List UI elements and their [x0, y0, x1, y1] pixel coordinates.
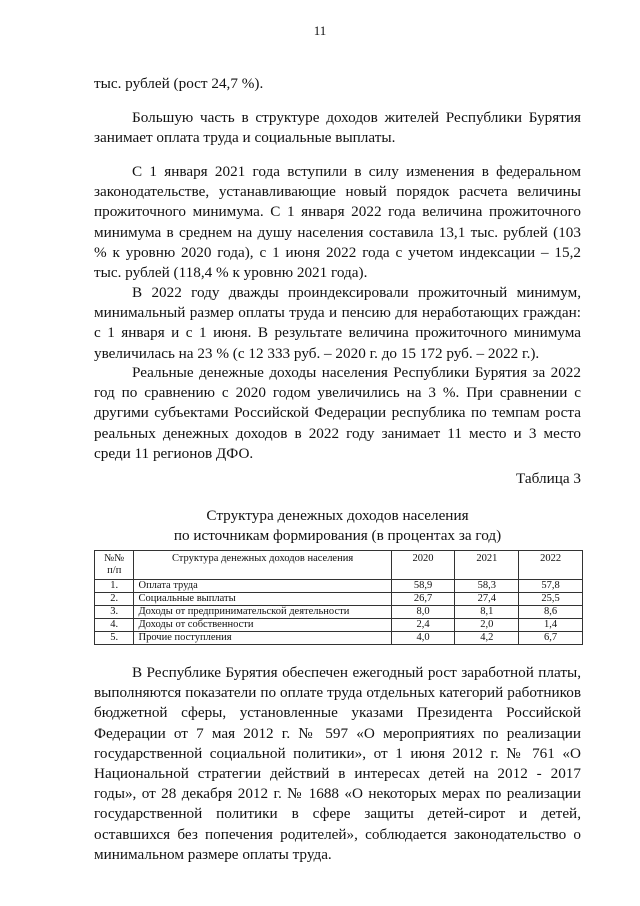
table-row — [95, 619, 583, 632]
income-structure-table — [94, 550, 583, 645]
header-number: №№ п/п — [95, 551, 134, 580]
cell-2020: 8,0 — [391, 606, 455, 619]
cell-2022: 8,6 — [519, 606, 583, 619]
row-number: 3. — [95, 606, 134, 619]
cell-2021: 2,0 — [455, 619, 519, 632]
table-row — [95, 632, 583, 645]
table-caption: Таблица 3 — [516, 470, 581, 487]
header-2022: 2022 — [519, 551, 583, 580]
table-row — [95, 593, 583, 606]
cell-2021: 8,1 — [455, 606, 519, 619]
cell-2020: 58,9 — [391, 580, 455, 593]
row-label: Доходы от предпринимательской деятельности — [134, 606, 391, 619]
paragraph-indexation: В 2022 году дважды проиндексировали прожиточный минимум, минимальный размер оплаты труда и пенсию для неработающих граждан: с 1 января и с 1 июня. В результате величина прожиточного минимума увеличилась на 23 % (с 12 333 руб. – 2020 г. до 15 172 руб. – 2022 г.). — [94, 284, 581, 362]
row-label: Оплата труда — [134, 580, 391, 593]
table-title — [94, 506, 581, 546]
paragraph-real-income: Реальные денежные доходы населения Республики Бурятия за 2022 год по сравнению с 2020 годом увеличились на 3 %. При сравнении с другими субъектами Российской Федерации республика по темпам роста реальных денежных доходов в 2022 году занимает 11 место и 3 место среди 11 регионов ДФО. — [94, 364, 581, 462]
cell-2022: 6,7 — [519, 632, 583, 645]
header-2020: 2020 — [391, 551, 455, 580]
paragraph-wages: В Республике Бурятия обеспечен ежегодный рост заработной платы, выполняются показатели по оплате труда отдельных категорий работников бюджетной сферы, установленные указами Президента Российской Федерации от 7 мая 2012 г. № 597 «О мероприятиях по реализации государственной социальной политики», от 1 июня 2012 г. № 761 «О Национальной стратегии действий в интересах детей на 2012 - 2017 годы», от 28 декабря 2012 г. № 1688 «О некоторых мерах по реализации государственной политики в сфере защиты детей-сирот и детей, оставшихся без попечения родителей», соблюдается законодательство о минимальном размере оплаты труда. — [94, 664, 581, 863]
header-2021: 2021 — [455, 551, 519, 580]
table-title-line-1: Структура денежных доходов населения — [206, 507, 469, 524]
cell-2020: 26,7 — [391, 593, 455, 606]
table-row — [95, 606, 583, 619]
row-number: 2. — [95, 593, 134, 606]
paragraph-income-structure: Большую часть в структуре доходов жителей Республики Бурятия занимает оплата труда и социальные выплаты. — [94, 109, 581, 147]
row-label: Социальные выплаты — [134, 593, 391, 606]
row-label: Прочие поступления — [134, 632, 391, 645]
cell-2022: 25,5 — [519, 593, 583, 606]
header-structure: Структура денежных доходов населения — [134, 551, 391, 580]
paragraph-subsistence-minimum: С 1 января 2021 года вступили в силу изменения в федеральном законодательстве, устанавливающие новый порядок расчета величины прожиточного минимума. С 1 января 2022 года величина прожиточного минимума в среднем на душу населения составила 13,1 тыс. рублей (103 % к уровню 2020 года), с 1 июня 2022 года с учетом индексации – 15,2 тыс. рублей (118,4 % к уровню 2021 года). — [94, 163, 581, 282]
cell-2021: 4,2 — [455, 632, 519, 645]
table-header-row — [95, 551, 583, 580]
paragraph-continuation: тыс. рублей (рост 24,7 %). — [94, 75, 264, 92]
cell-2020: 2,4 — [391, 619, 455, 632]
row-number: 4. — [95, 619, 134, 632]
page-number: 11 — [313, 23, 327, 38]
row-number: 1. — [95, 580, 134, 593]
row-number: 5. — [95, 632, 134, 645]
table-title-line-2: по источникам формирования (в процентах за год) — [173, 527, 502, 544]
cell-2021: 58,3 — [455, 580, 519, 593]
cell-2020: 4,0 — [391, 632, 455, 645]
cell-2022: 1,4 — [519, 619, 583, 632]
row-label: Доходы от собственности — [134, 619, 391, 632]
cell-2022: 57,8 — [519, 580, 583, 593]
cell-2021: 27,4 — [455, 593, 519, 606]
table-row — [95, 580, 583, 593]
